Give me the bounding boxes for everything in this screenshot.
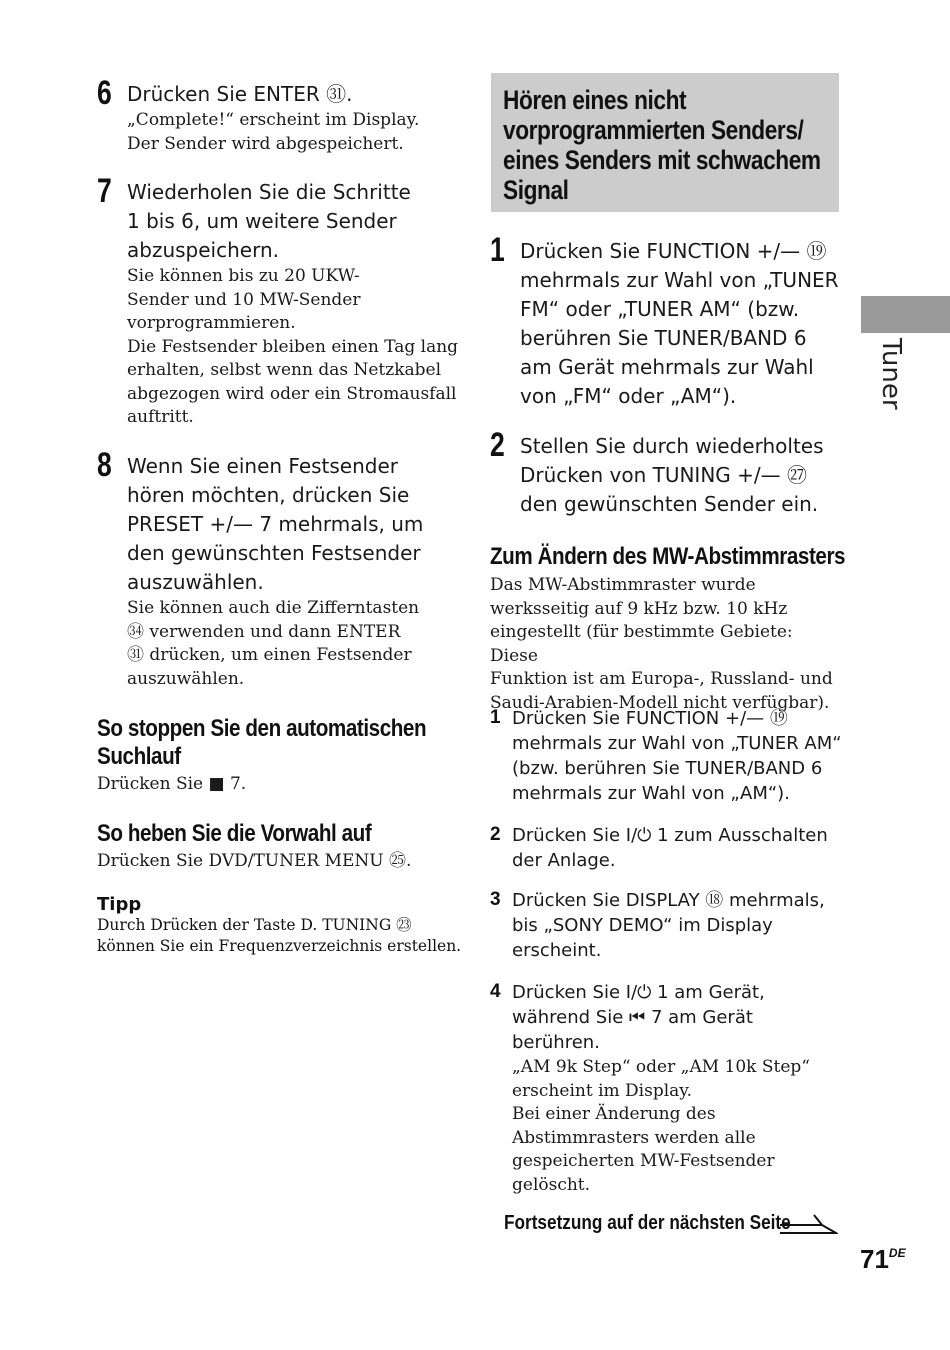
- substep-line: (bzw. berühren Sie TUNER/BAND 6: [512, 758, 823, 779]
- substep-line: bis „SONY DEMO“ im Display: [512, 915, 773, 936]
- substep-number: 1: [490, 707, 501, 728]
- note-line: „AM 9k Step“ oder „AM 10k Step“: [512, 1057, 810, 1077]
- substep-number: 3: [490, 889, 501, 910]
- step-number: 6: [97, 74, 112, 112]
- step-instruction: Drücken Sie ENTER ㉛.: [127, 82, 353, 106]
- substep-line: der Anlage.: [512, 850, 616, 871]
- tip-text: [97, 915, 461, 957]
- step-note: Die Festsender bleiben einen Tag lang: [127, 336, 459, 357]
- substep-line: während Sie ⏮ 7 am Gerät: [512, 1007, 753, 1028]
- note-line: gespeicherten MW-Festsender: [512, 1151, 775, 1171]
- section-header-box: [491, 73, 839, 212]
- step-instruction: Wiederholen Sie die Schritte: [127, 180, 411, 204]
- note-line: erscheint im Display.: [512, 1080, 693, 1101]
- step-note: erhalten, selbst wenn das Netzkabel: [127, 360, 442, 380]
- step-note: vorprogrammieren.: [127, 313, 296, 333]
- step-instruction: 1 bis 6, um weitere Sender: [127, 209, 397, 233]
- step-note: Sender und 10 MW-Sender: [127, 289, 361, 310]
- mw-step-heading: Zum Ändern des MW-Abstimmrasters: [490, 543, 846, 570]
- step-instruction: am Gerät mehrmals zur Wahl: [520, 355, 814, 379]
- substep-number: 2: [490, 824, 501, 845]
- continue-arrow-icon: [778, 1213, 838, 1237]
- page-number-value: 71: [860, 1244, 889, 1274]
- step-note: Sie können bis zu 20 UKW-: [127, 266, 360, 286]
- substep-line: Drücken Sie I/⏻ 1 zum Ausschalten: [512, 825, 828, 846]
- step-note: ㉛ drücken, um einen Festsender: [127, 645, 412, 665]
- intro-line: Saudi-Arabien-Modell nicht verfügbar).: [490, 692, 830, 713]
- step-instruction: berühren Sie TUNER/BAND 6: [520, 326, 807, 350]
- step-note: ㉞ verwenden und dann ENTER: [127, 621, 401, 642]
- step-instruction: den gewünschten Festsender: [127, 541, 421, 565]
- substep-text: [512, 980, 765, 1055]
- substep-line: mehrmals zur Wahl von „AM“).: [512, 783, 790, 804]
- side-tab-label: Tuner: [876, 338, 906, 410]
- step-number: 7: [97, 172, 112, 210]
- substep-note: [512, 1056, 842, 1197]
- note-line: Bei einer Änderung des: [512, 1104, 716, 1124]
- intro-line: Funktion ist am Europa-, Russland- und: [490, 669, 833, 689]
- step-instruction: FM“ oder „TUNER AM“ (bzw.: [520, 297, 800, 321]
- substep-line: berühren.: [512, 1032, 600, 1053]
- note-line: Abstimmrasters werden alle: [512, 1127, 756, 1148]
- page-number: [860, 1244, 906, 1275]
- step-instruction: Drücken Sie FUNCTION +/— ⑲: [520, 239, 827, 263]
- stop-search-text: Drücken Sie ■ 7.: [97, 774, 247, 794]
- note-line: gelöscht.: [512, 1174, 591, 1195]
- continued-next-page: Fortsetzung auf der nächsten Seite: [504, 1212, 791, 1234]
- cancel-preset-text: Drücken Sie DVD/TUNER MENU ㉕.: [97, 851, 412, 871]
- step-number: 8: [97, 446, 112, 484]
- tip-label: Tipp: [97, 894, 142, 915]
- substep-text: [512, 888, 825, 963]
- step-instruction: mehrmals zur Wahl von „TUNER: [520, 268, 839, 292]
- mw-step-intro: [490, 574, 840, 715]
- step-instruction: von „FM“ oder „AM“).: [520, 384, 737, 408]
- step-note: auszuwählen.: [127, 668, 245, 689]
- step-note: Der Sender wird abgespeichert.: [127, 133, 404, 154]
- substep-line: erscheint.: [512, 940, 602, 961]
- step-note: abgezogen wird oder ein Stromausfall: [127, 383, 457, 404]
- step-number: 1: [490, 231, 505, 269]
- section-title-line: Signal: [503, 175, 569, 205]
- substep-line: Drücken Sie DISPLAY ⑱ mehrmals,: [512, 890, 825, 911]
- tip-line: können Sie ein Frequenzverzeichnis erstellen.: [97, 937, 462, 955]
- step-instruction: Wenn Sie einen Festsender: [127, 454, 399, 478]
- page-language-suffix: DE: [888, 1246, 906, 1260]
- section-title-line: eines Senders mit schwachem: [503, 145, 821, 175]
- step-note: „Complete!“ erscheint im Display.: [127, 110, 420, 130]
- step-instruction: Drücken von TUNING +/— ㉗: [520, 463, 807, 487]
- section-title: [503, 85, 839, 205]
- substep-number: 4: [490, 981, 501, 1002]
- intro-line: eingestellt (für bestimmte Gebiete: Diese: [490, 622, 793, 666]
- step-instruction: hören möchten, drücken Sie: [127, 483, 410, 507]
- step-number: 2: [490, 426, 505, 464]
- step-instruction: Stellen Sie durch wiederholtes: [520, 434, 824, 458]
- tip-line: Durch Drücken der Taste D. TUNING ㉓: [97, 916, 412, 934]
- substep-text: [512, 823, 828, 873]
- substep-line: mehrmals zur Wahl von „TUNER AM“: [512, 733, 842, 754]
- substep-line: Drücken Sie I/⏻ 1 am Gerät,: [512, 982, 765, 1003]
- step-instruction: auszuwählen.: [127, 570, 264, 594]
- intro-line: werksseitig auf 9 kHz bzw. 10 kHz: [490, 598, 788, 619]
- stop-search-heading-line2: Suchlauf: [97, 743, 181, 770]
- step-instruction: abzuspeichern.: [127, 238, 279, 262]
- step-note: auftritt.: [127, 407, 194, 427]
- step-instruction: den gewünschten Sender ein.: [520, 492, 819, 516]
- step-instruction: PRESET +/— 7 mehrmals, um: [127, 512, 424, 536]
- section-title-line: vorprogrammierten Senders/: [503, 115, 804, 145]
- cancel-preset-heading: So heben Sie die Vorwahl auf: [97, 820, 372, 847]
- intro-line: Das MW-Abstimmraster wurde: [490, 575, 756, 595]
- step-note: Sie können auch die Zifferntasten: [127, 598, 420, 618]
- stop-search-heading: So stoppen Sie den automatischen: [97, 715, 427, 742]
- section-title-line: Hören eines nicht: [503, 85, 687, 115]
- substep-line: Drücken Sie FUNCTION +/— ⑲: [512, 708, 788, 729]
- substep-text: [512, 706, 842, 806]
- side-tab-marker: [861, 296, 950, 333]
